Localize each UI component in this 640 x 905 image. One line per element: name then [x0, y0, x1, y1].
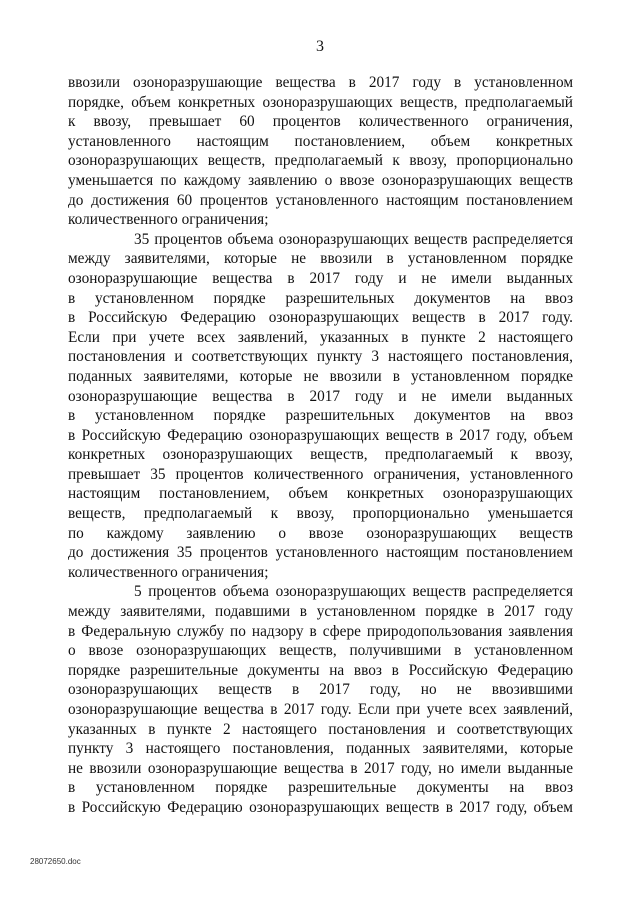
text-line: конкретных озоноразрушающих веществ, предполагаемый к ввозу, [68, 446, 573, 464]
text-line: превышает 35 процентов количественного ограничения, установленного [68, 465, 573, 483]
text-line: постановления и соответствующих пункту 3 настоящего постановления, [68, 348, 573, 366]
text-line: 35 процентов объема озоноразрушающих веществ распределяется [134, 230, 573, 248]
paragraph [68, 230, 573, 583]
text-line: Если при учете всех заявлений, указанных в пункте 2 настоящего [68, 328, 573, 346]
document-filename: 28072650.doc [30, 857, 81, 866]
text-line: количественного ограничения; [68, 211, 269, 229]
text-line: до достижения 60 процентов установленного настоящим постановлением [68, 191, 573, 209]
paragraph [68, 582, 573, 817]
page-number: 3 [316, 38, 324, 55]
text-line: в установленном порядке разрешительных документов на ввоз [68, 407, 573, 425]
text-line: установленного настоящим постановлением, объем конкретных [68, 132, 573, 150]
text-line: по каждому заявлению о ввозе озоноразрушающих веществ [68, 524, 573, 542]
text-line: озоноразрушающие вещества в 2017 году и не имели выданных [68, 269, 573, 287]
text-line: ввозили озоноразрушающие вещества в 2017 году в установленном [68, 74, 573, 91]
text-line: в Федеральную службу по надзору в сфере природопользования заявления [68, 622, 573, 640]
text-line: настоящим постановлением, объем конкретных озоноразрушающих [68, 485, 573, 503]
text-line: в установленном порядке разрешительных документов на ввоз [68, 289, 573, 307]
text-line: между заявителями, которые не ввозили в установленном порядке [68, 250, 573, 268]
paragraph [68, 73, 573, 230]
text-line: к ввозу, превышает 60 процентов количественного ограничения, [68, 113, 573, 131]
text-line: озоноразрушающие вещества в 2017 году. Если при учете всех заявлений, [68, 701, 573, 718]
text-line: озоноразрушающих веществ, предполагаемый к ввозу, пропорционально [68, 152, 573, 170]
text-line: пункту 3 настоящего постановления, поданных заявителями, которые [68, 740, 573, 758]
text-line: озоноразрушающих веществ в 2017 году, но не ввозившими [68, 681, 573, 699]
text-line: порядке, объем конкретных озоноразрушающих веществ, предполагаемый [68, 93, 573, 111]
text-line: не ввозили озоноразрушающие вещества в 2017 году, но имели выданные [68, 759, 573, 777]
text-line: уменьшается по каждому заявлению о ввозе озоноразрушающих веществ [68, 171, 573, 189]
text-line: в Российскую Федерацию озоноразрушающих веществ в 2017 году, объем [68, 798, 573, 816]
text-line: до достижения 35 процентов установленного настоящим постановлением [68, 544, 573, 562]
text-line: озоноразрушающие вещества в 2017 году и не имели выданных [68, 387, 573, 405]
text-line: в Российскую Федерацию озоноразрушающих веществ в 2017 году. [68, 309, 573, 327]
text-line: веществ, предполагаемый к ввозу, пропорционально уменьшается [68, 505, 573, 523]
text-line: в Российскую Федерацию озоноразрушающих веществ в 2017 году, объем [68, 426, 573, 444]
text-line: о ввозе озоноразрушающих веществ, получившими в установленном [68, 642, 573, 660]
document-body [68, 73, 573, 818]
text-line: указанных в пункте 2 настоящего постановления и соответствующих [68, 720, 573, 738]
text-line: поданных заявителями, которые не ввозили в установленном порядке [68, 367, 573, 385]
text-line: 5 процентов объема озоноразрушающих веществ распределяется [134, 583, 573, 601]
text-line: количественного ограничения; [68, 563, 269, 581]
text-line: между заявителями, подавшими в установленном порядке в 2017 году [68, 603, 573, 621]
text-line: порядке разрешительные документы на ввоз в Российскую Федерацию [68, 661, 573, 679]
text-line: в установленном порядке разрешительные документы на ввоз [68, 779, 573, 797]
